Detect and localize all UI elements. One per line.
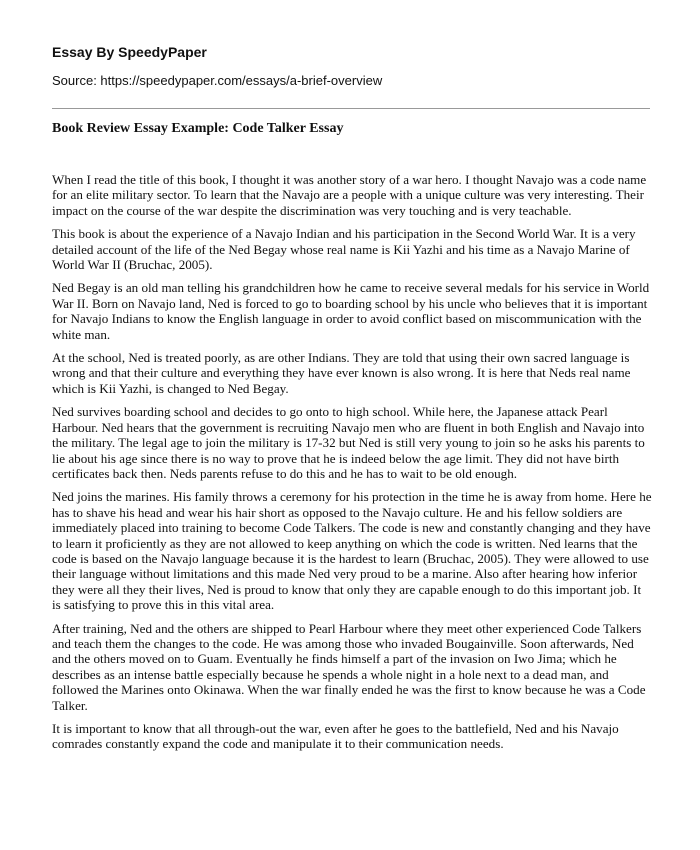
- divider: [52, 108, 650, 109]
- paragraph: Ned Begay is an old man telling his grandchildren how he came to receive several medals for his service in World War II. Born on Navajo land, Ned is forced to go to boarding school by his uncle who believes that it is important for Navajo Indians to know the English language in order to avoid conflict based on miscommunication with the white man.: [52, 280, 650, 342]
- paragraph: At the school, Ned is treated poorly, as are other Indians. They are told that using their own sacred language is wrong and that their culture and everything they have ever known is also wrong. It is here that Neds real name which is Kii Yazhi, is changed to Ned Begay.: [52, 350, 631, 396]
- paragraph: It is important to know that all through-out the war, even after he goes to the battlefield, Ned and his Navajo comrades constantly expand the code and manipulate it to their communication needs.: [52, 721, 619, 752]
- essay-body: [52, 172, 652, 760]
- paragraph: Ned survives boarding school and decides to go onto to high school. While here, the Japanese attack Pearl Harbour. Ned hears that the government is recruiting Navajo men who are fluent in both English and Navajo into the military. The legal age to join the military is 17-32 but Ned is still very young to join so he asks his parents to lie about his age since there is no way to prove that he is indeed below the age limit. They did not have birth certificates back then. Neds parents refuse to do this and he has to wait to be old enough.: [52, 404, 645, 481]
- essay-title: Book Review Essay Example: Code Talker Essay: [52, 121, 344, 136]
- header-title: Essay By SpeedyPaper: [52, 44, 207, 60]
- paragraph: When I read the title of this book, I thought it was another story of a war hero. I thought Navajo was a code name for an elite military sector. To learn that the Navajo are a people with a unique culture was very interesting. Their impact on the course of the war despite the discrimination was very touching and is very teachable.: [52, 172, 647, 218]
- source-line: Source: https://speedypaper.com/essays/a-brief-overview: [52, 73, 383, 88]
- paragraph: Ned joins the marines. His family throws a ceremony for his protection in the time he is away from home. Here he has to shave his head and wear his hair short as opposed to the Navajo culture. He and his fellow soldiers are immediately placed into training to become Code Talkers. The code is new and constantly changing and they have to learn it proficiently as they are not allowed to keep anything on which the code is written. Ned learns that the code is based on the Navajo language because it is the hardest to learn (Bruchac, 2005). They were allowed to use their language without limitations and this made Ned very proud to be a marine. Also after hearing how inferior they were all they their lives, Ned is proud to know that only they are capable enough to do this important job. It is satisfying to prove this in this vital area.: [52, 489, 652, 613]
- paragraph: This book is about the experience of a Navajo Indian and his participation in the Second World War. It is a very detailed account of the life of the Ned Begay whose real name is Kii Yazhi and his time as a Navajo Marine of World War II (Bruchac, 2005).: [52, 226, 636, 273]
- paragraph: After training, Ned and the others are shipped to Pearl Harbour where they meet other experienced Code Talkers and teach them the changes to the code. He was among those who invaded Bougainville. Soon afterwards, Ned and the others moved on to Guam. Eventually he finds himself a part of the invasion on Iwo Jima; which he describes as an intense battle especially because he spends a whole night in a hole next to a dead man, and followed the Marines onto Okinawa. When the war finally ended he was the first to know because he was a Code Talker.: [52, 620, 646, 713]
